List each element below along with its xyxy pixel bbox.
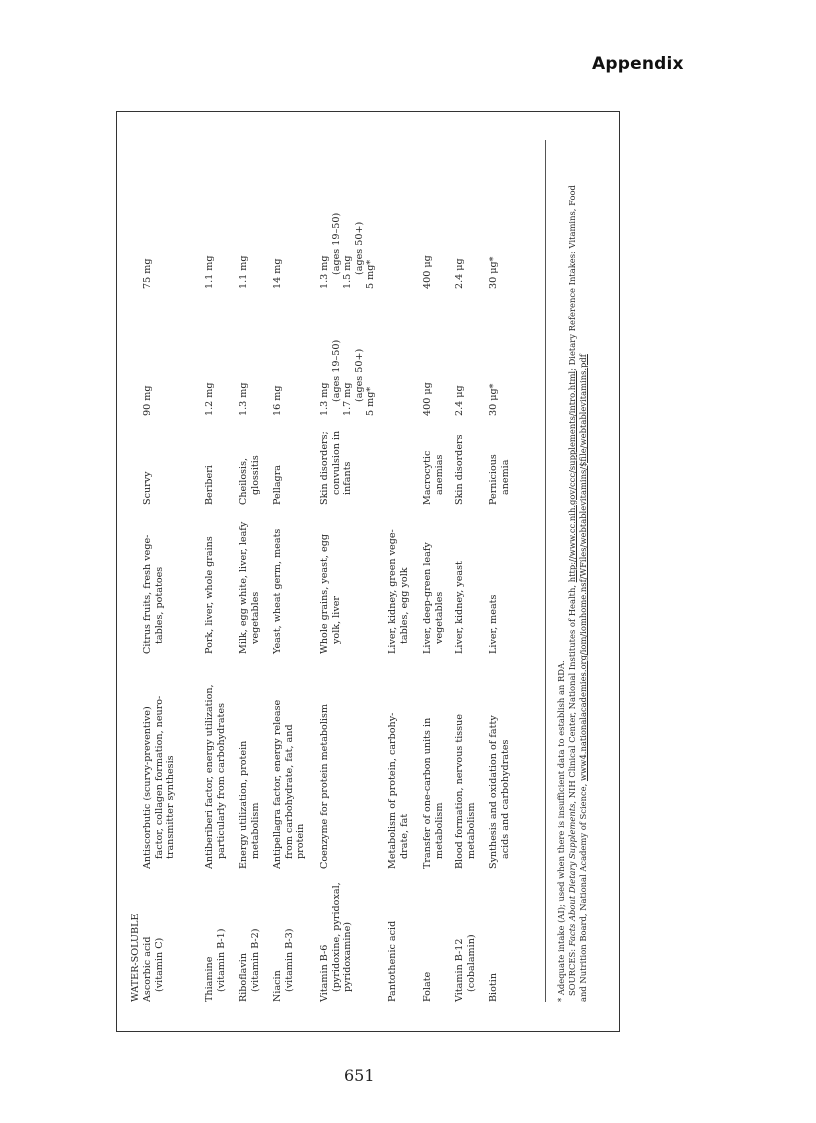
row-7-function-line: metabolism bbox=[465, 802, 477, 859]
footnote-sources: SOURCES: Facts About Dietary Supplements, NIH Clinical Center, National Institutes of Health, http://www.cc.nih.gov/ccc/supplements/intro.html; Dietary Reference Intakes: Vitamins, Food bbox=[566, 185, 577, 996]
row-2-sources-line: Milk, egg white, liver, leafy bbox=[238, 521, 249, 654]
row-2-function-line: metabolism bbox=[249, 802, 261, 859]
row-6-function-line: Transfer of one-carbon units in bbox=[422, 717, 433, 869]
row-2-name-line: (vitamin B-2) bbox=[249, 928, 261, 992]
row-0-men-line: 90 mg bbox=[142, 385, 153, 416]
sources-link-nas[interactable]: www4.nationalacademies.org/iom/iomhome.nsf/WFiles/webtablevitamins/$file/webtablevitamins.pdf bbox=[577, 354, 588, 782]
row-7-deficiency-line: Skin disorders bbox=[454, 434, 465, 505]
row-0-name-line: Ascorbic acid bbox=[142, 936, 153, 1002]
row-4-women-line: 5 mg* bbox=[365, 259, 376, 289]
row-5-function-line: drate, fat bbox=[398, 813, 410, 859]
row-1-name-line: Thiamine bbox=[204, 956, 215, 1002]
row-3-men-line: 16 mg bbox=[272, 385, 283, 416]
row-1-function-line: Antiberiberi factor, energy utilization, bbox=[204, 684, 215, 869]
row-3-name-line: (vitamin B-3) bbox=[283, 928, 295, 992]
row-0-function-line: Antiscorbutic (scurvy-preventive) bbox=[142, 706, 153, 869]
row-3-sources-line: Yeast, wheat germ, meats bbox=[272, 528, 283, 654]
row-0-sources-line: tables, potatoes bbox=[153, 566, 165, 644]
row-1-function-line: particularly from carbohydrates bbox=[215, 703, 227, 859]
row-1-men-line: 1.2 mg bbox=[204, 382, 215, 416]
row-0-name-line: (vitamin C) bbox=[153, 937, 165, 992]
row-4-men-line: (ages 19–50) bbox=[330, 339, 342, 402]
row-4-women-line: (ages 19–50) bbox=[330, 212, 342, 275]
row-2-function-line: Energy utilization, protein bbox=[238, 740, 249, 869]
row-6-name-line: Folate bbox=[422, 971, 433, 1002]
row-7-men-line: 2.4 μg bbox=[454, 385, 465, 416]
row-4-sources-line: yolk, liver bbox=[330, 596, 342, 644]
row-4-men-line: 1.3 mg bbox=[319, 382, 330, 416]
row-4-name-line: Vitamin B-6 bbox=[319, 944, 330, 1002]
row-4-deficiency-line: infants bbox=[342, 461, 353, 495]
row-2-women-line: 1.1 mg bbox=[238, 255, 249, 289]
row-2-men-line: 1.3 mg bbox=[238, 382, 249, 416]
row-6-sources-line: vegetables bbox=[433, 591, 445, 644]
row-5-name-line: Pantothenic acid bbox=[387, 920, 398, 1002]
row-6-deficiency-line: Macrocytic bbox=[422, 450, 433, 505]
row-6-sources-line: Liver, deep-green leafy bbox=[422, 542, 433, 654]
row-1-sources-line: Pork, liver, whole grains bbox=[204, 536, 215, 654]
row-7-sources-line: Liver, kidney, yeast bbox=[454, 561, 465, 654]
sources-link-nih[interactable]: http://www.cc.nih.gov/ccc/supplements/intro.html bbox=[566, 370, 577, 583]
row-0-function-line: transmitter synthesis bbox=[165, 755, 176, 859]
row-7-name-line: Vitamin B-12 bbox=[454, 938, 465, 1002]
row-1-deficiency-line: Beriberi bbox=[204, 465, 215, 505]
row-1-women-line: 1.1 mg bbox=[204, 255, 215, 289]
row-4-women-line: (ages 50+) bbox=[353, 221, 365, 275]
row-8-women-line: 30 μg* bbox=[488, 256, 499, 289]
row-8-deficiency-line: anemia bbox=[499, 459, 511, 495]
row-5-function-line: Metabolism of protein, carbohy- bbox=[387, 712, 398, 869]
vitamin-table bbox=[122, 122, 612, 1022]
table-bottom-rule bbox=[545, 140, 546, 1002]
row-1-name-line: (vitamin B-1) bbox=[215, 928, 227, 992]
row-4-women-line: 1.5 mg bbox=[342, 255, 353, 289]
row-6-function-line: metabolism bbox=[433, 802, 445, 859]
row-8-function-line: Synthesis and oxidation of fatty bbox=[488, 715, 499, 869]
row-3-deficiency-line: Pellagra bbox=[272, 464, 283, 505]
row-7-name-line: (cobalamin) bbox=[465, 934, 477, 992]
row-0-women-line: 75 mg bbox=[142, 258, 153, 289]
page-number: 651 bbox=[344, 1066, 375, 1085]
row-4-deficiency-line: Skin disorders; bbox=[319, 431, 330, 505]
row-3-name-line: Niacin bbox=[272, 970, 283, 1002]
row-0-sources-line: Citrus fruits, fresh vege- bbox=[142, 534, 153, 654]
row-3-function-line: Antipellagra factor, energy release bbox=[272, 699, 283, 869]
row-3-women-line: 14 mg bbox=[272, 258, 283, 289]
row-4-function-line: Coenzyme for protein metabolism bbox=[319, 704, 330, 869]
row-7-women-line: 2.4 μg bbox=[454, 258, 465, 289]
row-0-deficiency-line: Scurvy bbox=[142, 471, 153, 505]
row-6-men-line: 400 μg bbox=[422, 382, 433, 416]
row-8-men-line: 30 μg* bbox=[488, 383, 499, 416]
row-3-function-line: from carbohydrate, fat, and bbox=[283, 724, 295, 859]
row-4-men-line: (ages 50+) bbox=[353, 348, 365, 402]
row-7-function-line: Blood formation, nervous tissue bbox=[454, 714, 465, 869]
row-4-men-line: 1.7 mg bbox=[342, 382, 353, 416]
row-4-men-line: 5 mg* bbox=[365, 386, 376, 416]
row-0-function-line: factor, collagen formation, neuro- bbox=[153, 695, 165, 859]
row-3-function-line: protein bbox=[295, 823, 306, 859]
row-6-deficiency-line: anemias bbox=[433, 454, 445, 495]
row-8-deficiency-line: Pernicious bbox=[488, 454, 499, 505]
row-8-name-line: Biotin bbox=[488, 973, 499, 1002]
footnote-sources-cont: and Nutrition Board, National Academy of Science, www4.nationalacademies.org/iom/iomhome.nsf/WFiles/webtablevitamins/$file/webtablevitamins.pdf bbox=[577, 354, 588, 1002]
row-8-function-line: acids and carbohydrates bbox=[499, 739, 511, 859]
footnote-ai: * Adequate intake (AI); used when there is insufficient data to establish an RDA. bbox=[556, 660, 566, 1002]
row-4-sources-line: Whole grains, yeast, egg bbox=[319, 534, 330, 654]
row-5-sources-line: Liver, kidney, green vege- bbox=[387, 529, 398, 654]
row-2-deficiency-line: Cheilosis, bbox=[238, 457, 249, 505]
row-4-deficiency-line: convulsion in bbox=[330, 430, 342, 495]
row-2-deficiency-line: glossitis bbox=[249, 455, 261, 495]
row-4-name-line: pyridoxamine) bbox=[342, 921, 353, 992]
row-5-sources-line: tables, egg yolk bbox=[398, 567, 410, 644]
row-2-name-line: Riboflavin bbox=[238, 953, 249, 1002]
row-8-sources-line: Liver, meats bbox=[488, 594, 499, 654]
row-4-women-line: 1.3 mg bbox=[319, 255, 330, 289]
row-6-women-line: 400 μg bbox=[422, 255, 433, 289]
page-header-title: Appendix bbox=[592, 54, 684, 74]
row-4-name-line: (pyridoxine, pyridoxal, bbox=[330, 882, 342, 992]
footnotes bbox=[556, 185, 588, 1022]
row-2-sources-line: vegetables bbox=[249, 591, 261, 644]
section-label: WATER-SOLUBLE bbox=[130, 913, 141, 1002]
